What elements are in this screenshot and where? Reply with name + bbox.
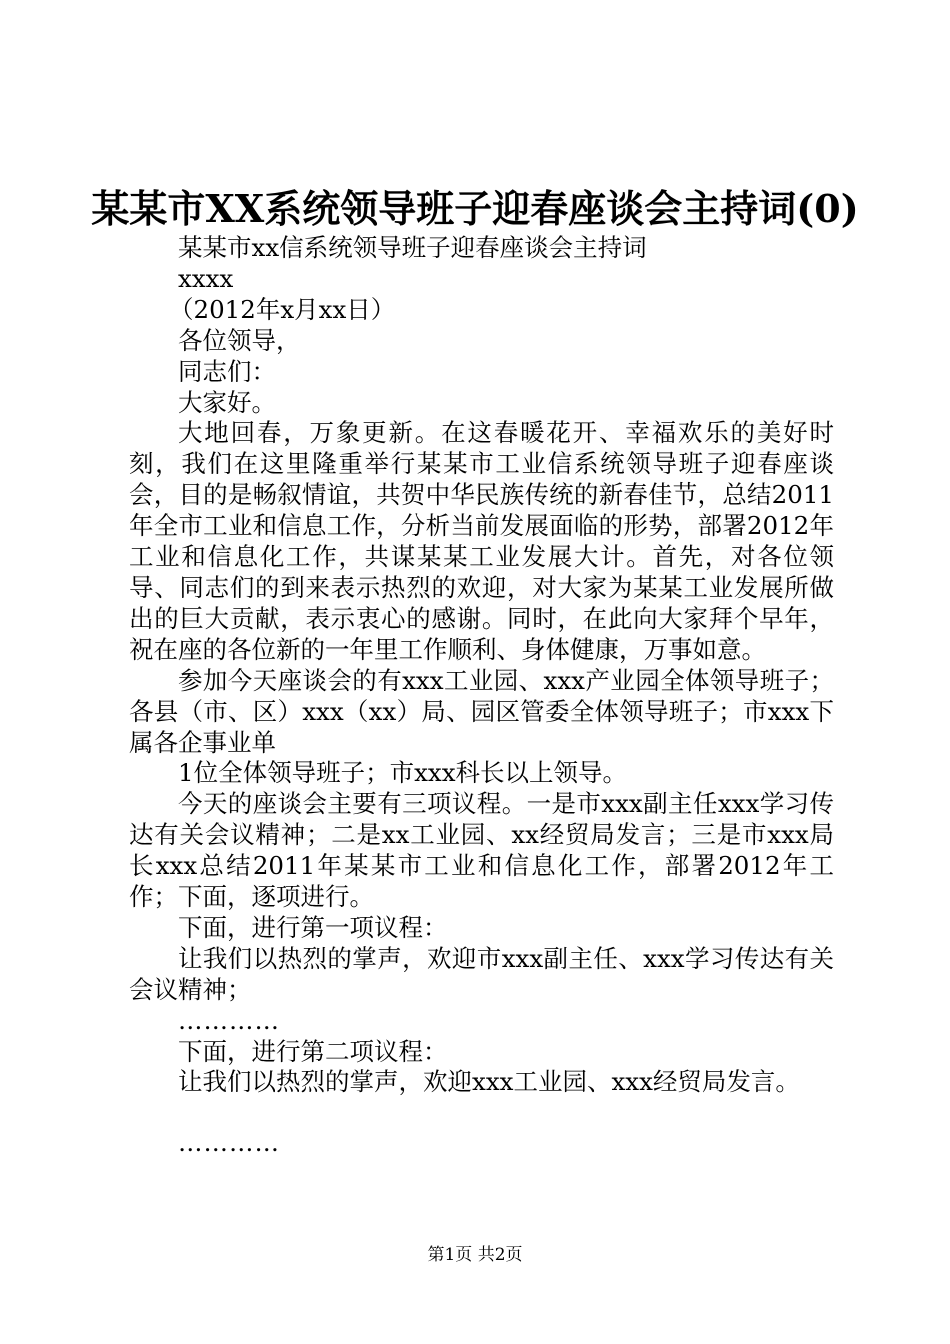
agenda-paragraph: 今天的座谈会主要有三项议程。一是市xxx副主任xxx学习传达有关会议精神；二是xx工业园、xx经贸局发言；三是市xxx局长xxx总结2011年某某市工业和信息化工作，部署2012年工作；下面，逐项进行。 — [129, 789, 834, 912]
date-paragraph: （2012年x月xx日） — [169, 294, 396, 324]
document-body — [129, 233, 834, 1159]
attendees-paragraph: 参加今天座谈会的有xxx工业园、xxx产业园全体领导班子；各县（市、区）xxx（xx）局、园区管委全体领导班子；市xxx下属各企事业单 — [129, 665, 834, 757]
first-item-applause-paragraph: 让我们以热烈的掌声，欢迎市xxx副主任、xxx学习传达有关会议精神； — [129, 943, 834, 1004]
salutation-comrades: 同志们： — [178, 356, 276, 386]
second-item-applause-paragraph: 让我们以热烈的掌声，欢迎xxx工业园、xxx经贸局发言。 — [178, 1067, 800, 1097]
ellipsis-line: ………… — [178, 1128, 280, 1158]
author-paragraph: xxxx — [178, 263, 234, 293]
ellipsis-line: ………… — [178, 1005, 280, 1035]
salutation-leaders: 各位领导， — [178, 325, 301, 355]
attendees-continued-paragraph: 1位全体领导班子；市xxx科长以上领导。 — [178, 758, 628, 788]
greeting-paragraph: 大家好。 — [178, 387, 276, 417]
paragraph-gap — [129, 1098, 834, 1128]
opening-paragraph: 大地回春，万象更新。在这春暖花开、幸福欢乐的美好时刻，我们在这里隆重举行某某市工业信系统领导班子迎春座谈会，目的是畅叙情谊，共贺中华民族传统的新春佳节，总结2011年全市工业和信息工作，分析当前发展面临的形势，部署2012年工业和信息化工作，共谋某某工业发展大计。首先，对各位领导、同志们的到来表示热烈的欢迎，对大家为某某工业发展所做出的巨大贡献，表示衷心的感谢。同时，在此向大家拜个早年，祝在座的各位新的一年里工作顺利、身体健康，万事如意。 — [129, 418, 834, 664]
page-footer: 第1页 共2页 — [427, 1245, 523, 1265]
document-title: 某某市XX系统领导班子迎春座谈会主持词(0) — [91, 186, 859, 231]
subtitle-paragraph: 某某市xx信系统领导班子迎春座谈会主持词 — [178, 233, 647, 262]
second-item-paragraph: 下面，进行第二项议程： — [178, 1036, 448, 1066]
first-item-paragraph: 下面，进行第一项议程： — [178, 912, 448, 942]
